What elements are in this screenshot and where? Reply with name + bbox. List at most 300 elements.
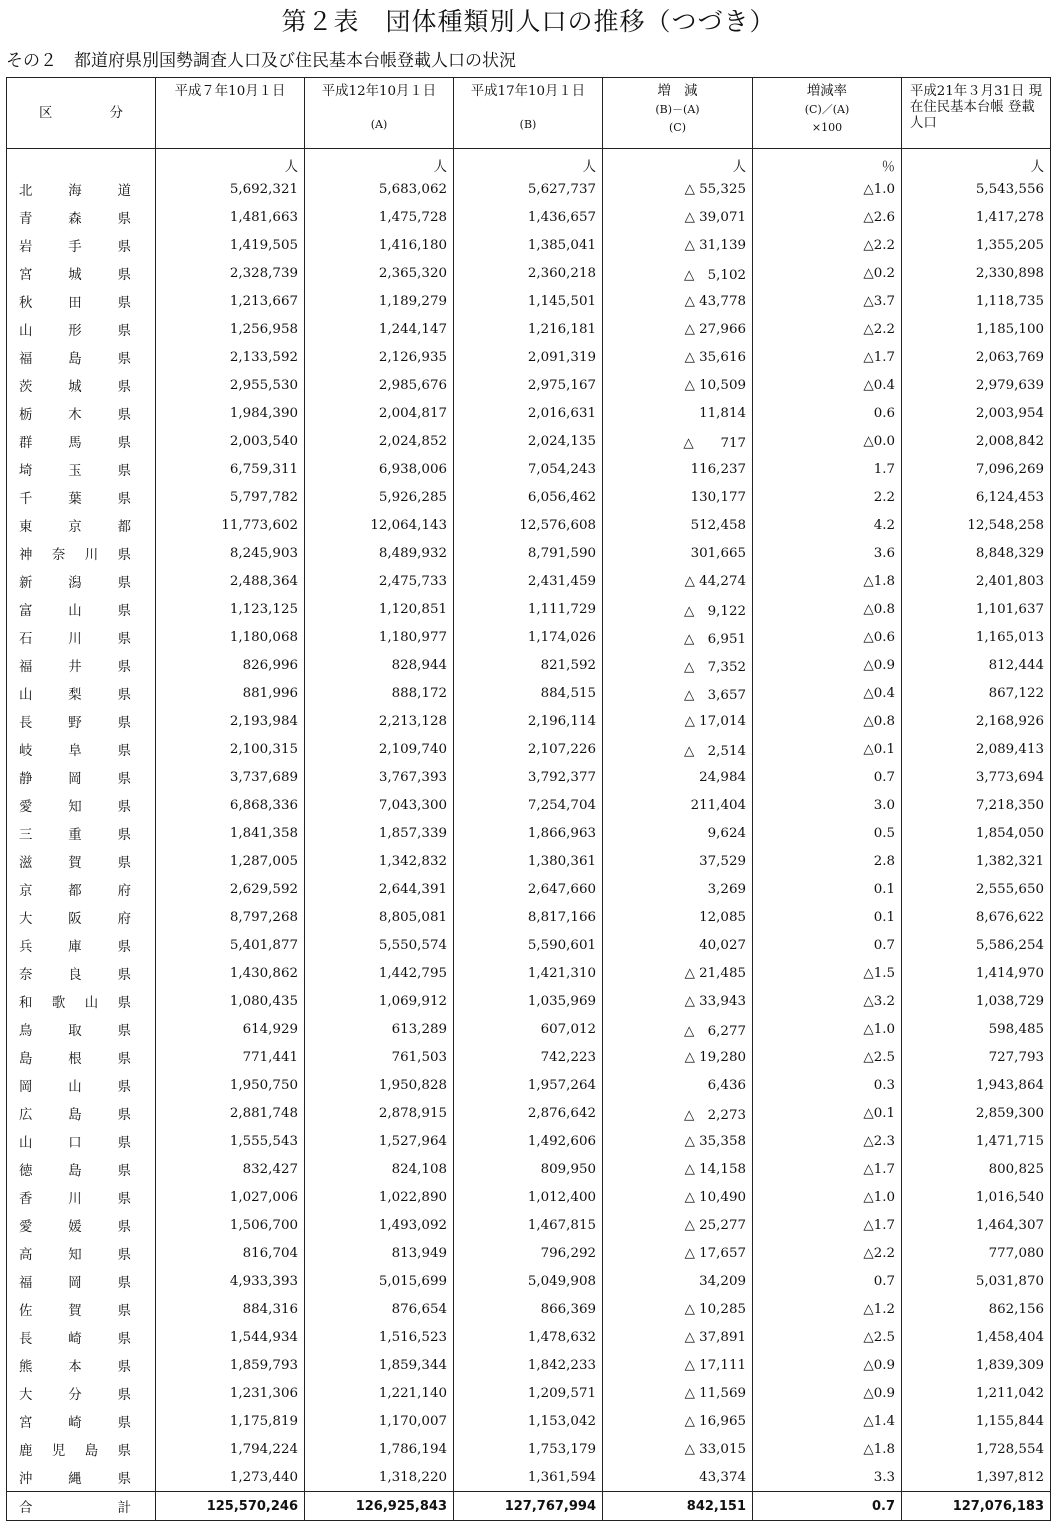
region-name-char: 島 (68, 351, 82, 367)
table-row (7, 259, 1051, 287)
cell-h7: 5,797,782 (156, 483, 305, 511)
region-name-char: 県 (117, 1471, 131, 1487)
cell-reg: 1,414,970 (902, 959, 1051, 987)
region-name-char: 県 (117, 295, 131, 311)
region-name-char: 鹿 (19, 1443, 33, 1459)
header-registry (902, 78, 1051, 149)
region-name-char: 県 (117, 827, 131, 843)
cell-rate: △2.6 (753, 203, 902, 231)
region-name-char: 県 (117, 1303, 131, 1319)
cell-reg: 7,096,269 (902, 455, 1051, 483)
table-row (7, 203, 1051, 231)
cell-h12: 1,859,344 (305, 1351, 454, 1379)
region-name-char: 秋 (19, 295, 33, 311)
cell-change: △ 17,657 (603, 1239, 753, 1267)
cell-change: △ 10,509 (603, 371, 753, 399)
region-name-char: 県 (117, 1023, 131, 1039)
cell-rate: 0.3 (753, 1071, 902, 1099)
cell-reg: 800,825 (902, 1155, 1051, 1183)
cell-h17: 1,035,969 (454, 987, 603, 1015)
cell-h12: 1,120,851 (305, 595, 454, 623)
cell-h17: 1,209,571 (454, 1379, 603, 1407)
cell-change: △ 17,111 (603, 1351, 753, 1379)
cell-h7: 4,933,393 (156, 1267, 305, 1295)
unit-rate: ％ (753, 149, 902, 176)
region-name-char: 鳥 (19, 1023, 33, 1039)
table-row (7, 595, 1051, 623)
cell-change: 301,665 (603, 539, 753, 567)
region-name-char: 梨 (68, 687, 82, 703)
region-name-char: 県 (117, 631, 131, 647)
region-name-char: 京 (68, 519, 82, 535)
cell-h12: 8,805,081 (305, 903, 454, 931)
total-row (7, 1492, 1051, 1521)
region-name-char: 大 (19, 911, 33, 927)
cell-h7: 5,401,877 (156, 931, 305, 959)
table-row (7, 875, 1051, 903)
region-name-char: 県 (117, 771, 131, 787)
cell-rate: △1.5 (753, 959, 902, 987)
cell-change: △ 7,352 (603, 651, 753, 679)
table-row (7, 707, 1051, 735)
cell-h7: 1,080,435 (156, 987, 305, 1015)
region-name-char: 良 (68, 967, 82, 983)
header-row (7, 78, 1051, 149)
region-name-char: 児 (51, 1443, 66, 1459)
cell-change: 6,436 (603, 1071, 753, 1099)
cell-reg: 5,586,254 (902, 931, 1051, 959)
cell-h17: 2,431,459 (454, 567, 603, 595)
cell-reg: 3,773,694 (902, 763, 1051, 791)
region-name (7, 847, 156, 875)
cell-h7: 2,003,540 (156, 427, 305, 455)
cell-h12: 1,950,828 (305, 1071, 454, 1099)
cell-h17: 742,223 (454, 1043, 603, 1071)
cell-h17: 796,292 (454, 1239, 603, 1267)
region-name-char: 千 (19, 491, 33, 507)
cell-reg: 1,417,278 (902, 203, 1051, 231)
cell-h7: 1,859,793 (156, 1351, 305, 1379)
region-name-char: 岡 (68, 771, 82, 787)
region-name (7, 1379, 156, 1407)
table-row (7, 1435, 1051, 1463)
cell-rate: △1.0 (753, 1183, 902, 1211)
region-name (7, 1323, 156, 1351)
cell-h12: 3,767,393 (305, 763, 454, 791)
page-title: 第２表 団体種類別人口の推移（つづき） (281, 7, 776, 36)
region-name (7, 343, 156, 371)
cell-change: △ 27,966 (603, 315, 753, 343)
cell-reg: 812,444 (902, 651, 1051, 679)
region-name (7, 539, 156, 567)
cell-reg: 1,464,307 (902, 1211, 1051, 1239)
region-name-char: 岐 (19, 743, 33, 759)
cell-rate: 0.1 (753, 875, 902, 903)
cell-reg: 1,165,013 (902, 623, 1051, 651)
cell-change: △ 39,071 (603, 203, 753, 231)
cell-h17: 1,478,632 (454, 1323, 603, 1351)
cell-rate: △1.4 (753, 1407, 902, 1435)
cell-h7: 2,328,739 (156, 259, 305, 287)
cell-change: △ 35,616 (603, 343, 753, 371)
region-name-char: 葉 (68, 491, 82, 507)
region-name-char: 県 (117, 1359, 131, 1375)
cell-rate: △2.5 (753, 1323, 902, 1351)
cell-reg: 2,979,639 (902, 371, 1051, 399)
cell-h12: 2,985,676 (305, 371, 454, 399)
population-table (6, 77, 1051, 1521)
cell-rate: △1.8 (753, 567, 902, 595)
cell-h12: 2,475,733 (305, 567, 454, 595)
header-h17 (454, 78, 603, 149)
region-name (7, 1463, 156, 1492)
unit-h12: 人 (305, 149, 454, 176)
region-name-char: 茨 (19, 379, 33, 395)
cell-h17: 6,056,462 (454, 483, 603, 511)
cell-change: △ 10,285 (603, 1295, 753, 1323)
cell-reg: 1,839,309 (902, 1351, 1051, 1379)
cell-h12: 1,857,339 (305, 819, 454, 847)
cell-rate: △1.7 (753, 343, 902, 371)
cell-h12: 12,064,143 (305, 511, 454, 539)
region-name (7, 959, 156, 987)
region-name-char: 重 (68, 827, 82, 843)
region-name-char: 県 (117, 1275, 131, 1291)
cell-reg: 1,854,050 (902, 819, 1051, 847)
cell-h12: 1,318,220 (305, 1463, 454, 1492)
region-name (7, 287, 156, 315)
region-name-char: 府 (117, 883, 131, 899)
region-name-char: 城 (68, 379, 82, 395)
header-region-char-2: 分 (109, 105, 123, 121)
cell-h17: 2,107,226 (454, 735, 603, 763)
cell-h7: 2,133,592 (156, 343, 305, 371)
cell-h12: 1,516,523 (305, 1323, 454, 1351)
region-name-char: 賀 (68, 855, 82, 871)
header-change-formula: (B)－(A) (655, 103, 700, 116)
cell-reg: 867,122 (902, 679, 1051, 707)
region-name-char: 東 (19, 519, 33, 535)
cell-rate: △0.6 (753, 623, 902, 651)
region-name (7, 1492, 156, 1521)
cell-h12: 824,108 (305, 1155, 454, 1183)
region-name-char: 北 (19, 183, 33, 199)
cell-reg: 1,101,637 (902, 595, 1051, 623)
region-name-char: 福 (19, 1275, 33, 1291)
region-name (7, 819, 156, 847)
region-name-char: 宮 (19, 267, 33, 283)
cell-change: △ 5,102 (603, 259, 753, 287)
region-name-char: 島 (68, 1163, 82, 1179)
region-name-char: 佐 (19, 1303, 33, 1319)
table-row (7, 1351, 1051, 1379)
region-name (7, 595, 156, 623)
region-name-char: 根 (68, 1051, 82, 1067)
cell-h17: 2,876,642 (454, 1099, 603, 1127)
region-name-char: 石 (19, 631, 33, 647)
region-name-char: 群 (19, 435, 33, 451)
table-row (7, 371, 1051, 399)
cell-h12: 1,475,728 (305, 203, 454, 231)
units-row (7, 149, 1051, 176)
region-name-char: 青 (19, 211, 33, 227)
cell-h12: 1,170,007 (305, 1407, 454, 1435)
cell-h17: 2,975,167 (454, 371, 603, 399)
region-name (7, 987, 156, 1015)
cell-rate: △2.5 (753, 1043, 902, 1071)
cell-h7: 884,316 (156, 1295, 305, 1323)
region-name (7, 1127, 156, 1155)
cell-reg: 598,485 (902, 1015, 1051, 1043)
cell-h17: 1,145,501 (454, 287, 603, 315)
table-row (7, 567, 1051, 595)
region-name-char: 都 (117, 519, 131, 535)
cell-h12: 7,043,300 (305, 791, 454, 819)
region-name-char: 賀 (68, 1303, 82, 1319)
table-row (7, 343, 1051, 371)
region-name-char: 玉 (68, 463, 82, 479)
cell-h17: 1,385,041 (454, 231, 603, 259)
cell-change: 512,458 (603, 511, 753, 539)
region-name-char: 県 (117, 435, 131, 451)
cell-change: △ 10,490 (603, 1183, 753, 1211)
cell-h12: 1,442,795 (305, 959, 454, 987)
table-row (7, 1155, 1051, 1183)
cell-h7: 2,629,592 (156, 875, 305, 903)
header-h12-sub: (A) (370, 118, 388, 131)
table-row (7, 987, 1051, 1015)
region-name (7, 735, 156, 763)
cell-rate: △1.7 (753, 1211, 902, 1239)
cell-rate: 0.7 (753, 763, 902, 791)
table-row (7, 651, 1051, 679)
table-row (7, 763, 1051, 791)
region-name (7, 623, 156, 651)
region-name-char: 県 (117, 1079, 131, 1095)
cell-reg: 862,156 (902, 1295, 1051, 1323)
region-name-char: 県 (117, 1331, 131, 1347)
cell-change: △ 33,943 (603, 987, 753, 1015)
region-name-char: 栃 (19, 407, 33, 423)
cell-change: 3,269 (603, 875, 753, 903)
cell-h7: 1,794,224 (156, 1435, 305, 1463)
cell-change: 37,529 (603, 847, 753, 875)
table-row (7, 959, 1051, 987)
cell-reg: 127,076,183 (902, 1492, 1051, 1521)
cell-rate: △0.2 (753, 259, 902, 287)
table-row (7, 511, 1051, 539)
cell-h7: 1,256,958 (156, 315, 305, 343)
cell-h7: 816,704 (156, 1239, 305, 1267)
region-name (7, 763, 156, 791)
cell-h7: 1,175,819 (156, 1407, 305, 1435)
cell-h12: 2,644,391 (305, 875, 454, 903)
region-name (7, 511, 156, 539)
cell-h17: 1,436,657 (454, 203, 603, 231)
cell-change: △ 3,657 (603, 679, 753, 707)
cell-change: △ 2,514 (603, 735, 753, 763)
cell-h7: 1,027,006 (156, 1183, 305, 1211)
region-name-char: 大 (19, 1387, 33, 1403)
region-name-char: 縄 (68, 1471, 82, 1487)
cell-rate: 0.7 (753, 1492, 902, 1521)
region-name-char: 知 (68, 1247, 82, 1263)
cell-rate: △2.2 (753, 231, 902, 259)
region-name-char: 県 (117, 995, 131, 1011)
region-name-char: 熊 (19, 1359, 33, 1375)
cell-rate: △1.2 (753, 1295, 902, 1323)
table-subtitle: その２ 都道府県別国勢調査人口及び住民基本台帳登載人口の状況 (6, 51, 516, 71)
region-name-char: 県 (117, 1247, 131, 1263)
cell-h17: 2,360,218 (454, 259, 603, 287)
cell-h12: 613,289 (305, 1015, 454, 1043)
region-name-char: 県 (117, 743, 131, 759)
table-row (7, 231, 1051, 259)
region-name (7, 1211, 156, 1239)
cell-h7: 832,427 (156, 1155, 305, 1183)
region-name-char: 井 (68, 659, 82, 675)
cell-change: △ 55,325 (603, 175, 753, 203)
table-row (7, 623, 1051, 651)
cell-change: △ 19,280 (603, 1043, 753, 1071)
unit-registry: 人 (902, 149, 1051, 176)
region-name-char: 愛 (19, 799, 33, 815)
cell-h7: 2,193,984 (156, 707, 305, 735)
region-name-char: 道 (117, 183, 131, 199)
cell-reg: 1,943,864 (902, 1071, 1051, 1099)
region-name-char: 県 (117, 1107, 131, 1123)
cell-rate: 0.1 (753, 903, 902, 931)
region-name-char: 県 (117, 1219, 131, 1235)
cell-h12: 5,683,062 (305, 175, 454, 203)
cell-reg: 1,382,321 (902, 847, 1051, 875)
cell-rate: 0.6 (753, 399, 902, 427)
cell-rate: △2.2 (753, 315, 902, 343)
cell-change: △ 35,358 (603, 1127, 753, 1155)
region-name-char: 森 (68, 211, 82, 227)
cell-h12: 2,213,128 (305, 707, 454, 735)
region-name-char: 県 (117, 407, 131, 423)
table-row (7, 1127, 1051, 1155)
region-name (7, 399, 156, 427)
region-name-char: 静 (19, 771, 33, 787)
cell-reg: 2,003,954 (902, 399, 1051, 427)
region-name (7, 1267, 156, 1295)
cell-change: △ 43,778 (603, 287, 753, 315)
cell-rate: 3.6 (753, 539, 902, 567)
cell-change: △ 25,277 (603, 1211, 753, 1239)
cell-h12: 1,493,092 (305, 1211, 454, 1239)
cell-h17: 1,361,594 (454, 1463, 603, 1492)
header-h7-label: 平成７年10月１日 (174, 84, 286, 99)
cell-h12: 2,109,740 (305, 735, 454, 763)
cell-reg: 1,016,540 (902, 1183, 1051, 1211)
region-name-char: 三 (19, 827, 33, 843)
table-row (7, 679, 1051, 707)
region-name-char: 滋 (19, 855, 33, 871)
region-name-char: 山 (84, 995, 99, 1011)
cell-reg: 2,401,803 (902, 567, 1051, 595)
cell-h7: 614,929 (156, 1015, 305, 1043)
cell-change: △ 14,158 (603, 1155, 753, 1183)
cell-h12: 6,938,006 (305, 455, 454, 483)
cell-h12: 1,180,977 (305, 623, 454, 651)
cell-h17: 2,024,135 (454, 427, 603, 455)
region-name-char: 県 (117, 603, 131, 619)
region-name (7, 1183, 156, 1211)
cell-change: 40,027 (603, 931, 753, 959)
cell-rate: 3.0 (753, 791, 902, 819)
cell-h12: 1,221,140 (305, 1379, 454, 1407)
cell-h12: 1,416,180 (305, 231, 454, 259)
cell-reg: 1,211,042 (902, 1379, 1051, 1407)
cell-rate: 4.2 (753, 511, 902, 539)
table-row (7, 931, 1051, 959)
cell-h12: 1,069,912 (305, 987, 454, 1015)
table-row (7, 539, 1051, 567)
cell-h7: 8,245,903 (156, 539, 305, 567)
region-name-char: 島 (19, 1051, 33, 1067)
cell-change: △ 6,951 (603, 623, 753, 651)
region-name (7, 931, 156, 959)
region-name (7, 903, 156, 931)
cell-h12: 1,342,832 (305, 847, 454, 875)
cell-h7: 6,759,311 (156, 455, 305, 483)
region-name-char: 宮 (19, 1415, 33, 1431)
region-name-char: 阜 (68, 743, 82, 759)
table-row (7, 427, 1051, 455)
region-name-char: 香 (19, 1191, 33, 1207)
cell-reg: 8,848,329 (902, 539, 1051, 567)
cell-reg: 2,168,926 (902, 707, 1051, 735)
cell-h12: 2,365,320 (305, 259, 454, 287)
region-name-char: 川 (68, 1191, 82, 1207)
cell-reg: 2,859,300 (902, 1099, 1051, 1127)
region-name-char: 県 (117, 491, 131, 507)
cell-change: △ 9,122 (603, 595, 753, 623)
cell-h17: 1,216,181 (454, 315, 603, 343)
cell-h17: 7,254,704 (454, 791, 603, 819)
cell-change: △ 2,273 (603, 1099, 753, 1127)
region-name-char: 庫 (68, 939, 82, 955)
table-row (7, 791, 1051, 819)
cell-h12: 5,926,285 (305, 483, 454, 511)
cell-rate: △0.8 (753, 707, 902, 735)
region-name-char: 潟 (68, 575, 82, 591)
region-name-char: 野 (68, 715, 82, 731)
region-name-char: 県 (117, 799, 131, 815)
cell-h7: 1,231,306 (156, 1379, 305, 1407)
cell-h17: 1,492,606 (454, 1127, 603, 1155)
table-row (7, 1071, 1051, 1099)
cell-h17: 5,627,737 (454, 175, 603, 203)
region-name-char: 知 (68, 799, 82, 815)
region-name-char: 奈 (19, 967, 33, 983)
header-rate-sub: ×100 (811, 121, 843, 134)
table-row (7, 819, 1051, 847)
region-name-char: 歌 (51, 995, 66, 1011)
cell-rate: △1.7 (753, 1155, 902, 1183)
cell-rate: △1.0 (753, 1015, 902, 1043)
region-name-char: 福 (19, 351, 33, 367)
region-name (7, 175, 156, 203)
cell-h7: 1,984,390 (156, 399, 305, 427)
cell-reg: 12,548,258 (902, 511, 1051, 539)
cell-rate: △0.4 (753, 371, 902, 399)
region-name-char: 高 (19, 1247, 33, 1263)
cell-change: 24,984 (603, 763, 753, 791)
cell-h17: 1,467,815 (454, 1211, 603, 1239)
